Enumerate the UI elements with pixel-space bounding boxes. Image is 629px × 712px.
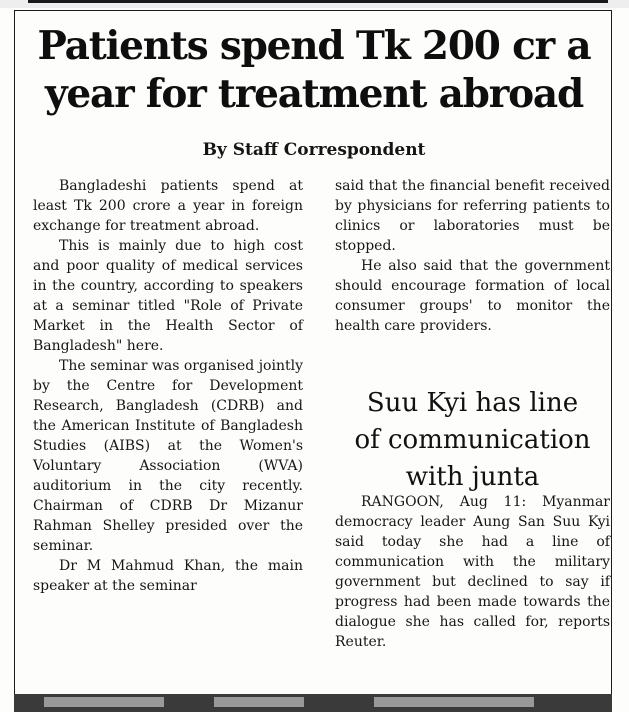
photo-strip (374, 697, 534, 707)
side-headline-line-3: with junta (405, 462, 540, 492)
paragraph: This is mainly due to high cost and poor quality of medical services in the country, according to speakers at a seminar titled "Role of Private Market in the Health Sector of Bangladesh" here. (33, 238, 303, 354)
side-headline-line-1: Suu Kyi has line (366, 388, 579, 418)
side-headline-line-2: of communication (354, 425, 591, 455)
paragraph-continued: said that the financial benefit received by physicians for referring patients to clinics or laboratories must be stopped. (335, 178, 610, 254)
side-story-headline (335, 385, 610, 496)
next-article-photo-edge (14, 694, 612, 712)
top-rule (28, 0, 608, 3)
paragraph: The seminar was organised jointly by the Centre for Development Research, Bangladesh (CDRB) and the American Institute of Bangladesh Studies (AIBS) at the Women's Voluntary Association (WVA) auditorium in the city recently. Chairman of CDRB Dr Mizanur Rahman Shelley presided over the seminar. (33, 358, 303, 554)
paragraph: Bangladeshi patients spend at least Tk 200 crore a year in foreign exchange for treatment abroad. (33, 178, 303, 234)
previous-article-edge (0, 0, 629, 8)
headline-line-2: year for treatment abroad (44, 71, 584, 117)
headline-line-1: Patients spend Tk 200 cr a (37, 23, 591, 69)
paragraph: He also said that the government should encourage formation of local consumer groups' to monitor the health care providers. (335, 258, 610, 334)
paragraph: Dr M Mahmud Khan, the main speaker at the seminar (33, 558, 303, 594)
byline: By Staff Correspondent (202, 140, 426, 160)
article-column-2 (335, 176, 610, 336)
photo-strip (214, 697, 304, 707)
paragraph: RANGOON, Aug 11: Myanmar democracy leader Aung San Suu Kyi said today she had a line of communication with the military government but declined to say if progress had been made towards the dialogue she has called for, reports Reuter. (335, 494, 610, 650)
side-story-body (335, 492, 610, 652)
article-column-1 (33, 176, 303, 596)
article-headline (18, 22, 610, 118)
photo-strip (44, 697, 164, 707)
